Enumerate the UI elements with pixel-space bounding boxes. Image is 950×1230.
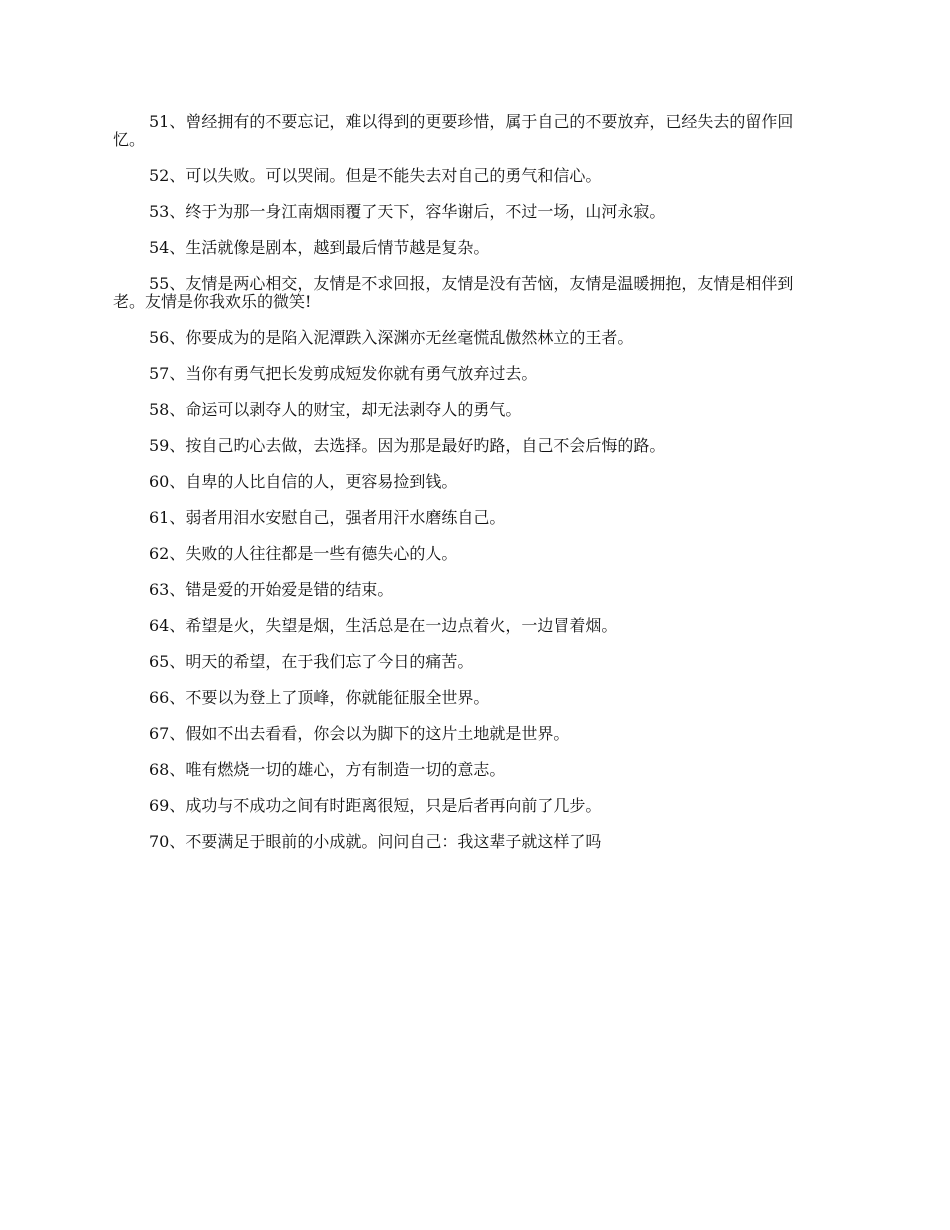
paragraph-63: 63、错是爱的开始爱是错的结束。	[149, 580, 394, 599]
paragraph-57: 57、当你有勇气把长发剪成短发你就有勇气放弃过去。	[149, 364, 538, 383]
paragraph-62: 62、失败的人往往都是一些有德失心的人。	[149, 544, 458, 563]
paragraph-64: 64、希望是火，失望是烟，生活总是在一边点着火，一边冒着烟。	[149, 616, 618, 635]
paragraph-56: 56、你要成为的是陷入泥潭跌入深渊亦无丝毫慌乱傲然林立的王者。	[149, 328, 634, 347]
paragraph-70: 70、不要满足于眼前的小成就。问问自己：我这辈子就这样了吗	[149, 832, 602, 851]
paragraph-60: 60、自卑的人比自信的人，更容易捡到钱。	[149, 472, 458, 491]
paragraph-54: 54、生活就像是剧本，越到最后情节越是复杂。	[149, 238, 490, 257]
paragraph-65: 65、明天的希望，在于我们忘了今日的痛苦。	[149, 652, 474, 671]
paragraph-52: 52、可以失败。可以哭闹。但是不能失去对自己的勇气和信心。	[149, 166, 602, 185]
paragraph-69: 69、成功与不成功之间有时距离很短，只是后者再向前了几步。	[149, 796, 602, 815]
paragraph-61: 61、弱者用泪水安慰自己，强者用汗水磨练自己。	[149, 508, 506, 527]
paragraph-59: 59、按自己旳心去做，去选择。因为那是最好旳路，自己不会后悔的路。	[149, 436, 666, 455]
paragraph-55: 55、友情是两心相交，友情是不求回报，友情是没有苦恼，友情是温暖拥抱，友情是相伴到老。友情是你我欢乐的微笑!	[113, 274, 794, 311]
paragraph-58: 58、命运可以剥夺人的财宝，却无法剥夺人的勇气。	[149, 400, 522, 419]
paragraph-67: 67、假如不出去看看，你会以为脚下的这片土地就是世界。	[149, 724, 570, 743]
document-body	[113, 113, 825, 869]
paragraph-53: 53、终于为那一身江南烟雨覆了天下，容华谢后，不过一场，山河永寂。	[149, 202, 666, 221]
paragraph-68: 68、唯有燃烧一切的雄心，方有制造一切的意志。	[149, 760, 506, 779]
paragraph-66: 66、不要以为登上了顶峰，你就能征服全世界。	[149, 688, 490, 707]
paragraph-51: 51、曾经拥有的不要忘记，难以得到的更要珍惜，属于自己的不要放弃，已经失去的留作回忆。	[113, 112, 794, 149]
